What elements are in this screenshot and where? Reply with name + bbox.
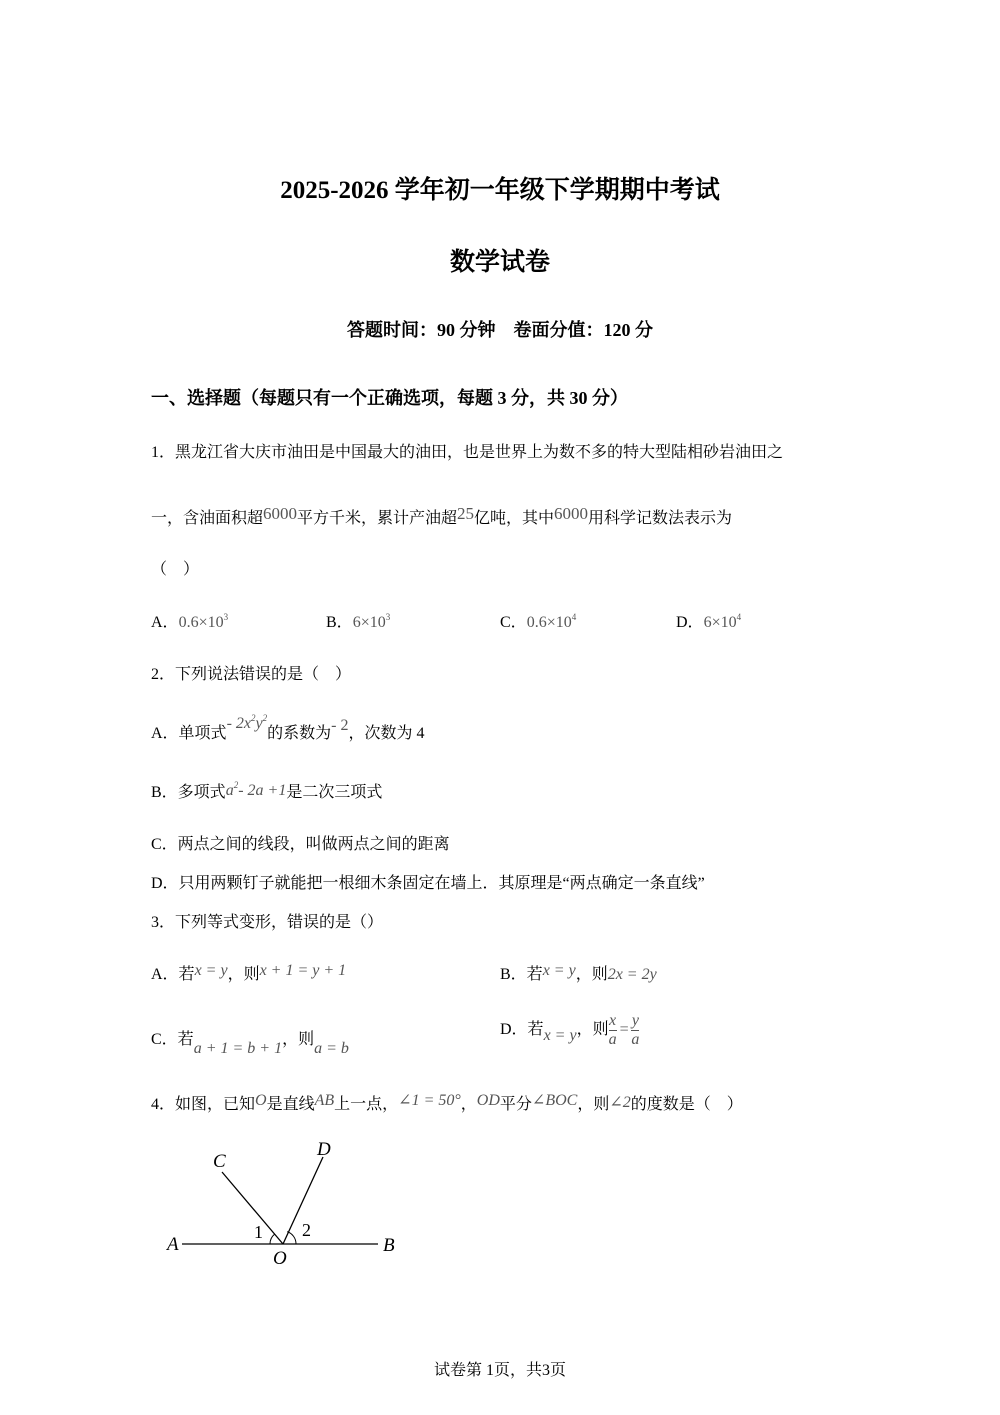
- q2-option-c: C．两点之间的线段，叫做两点之间的距离: [151, 836, 450, 853]
- q3-b-conclusion: 2x = 2y: [607, 966, 657, 983]
- q1-text-a: 一，含油面积超: [151, 510, 264, 527]
- q1-line1: 1．黑龙江省大庆市油田是中国最大的油田，也是世界上为数不多的特大型陆相砂岩油田之: [151, 444, 784, 461]
- q4-text-1: 4．如图，已知: [151, 1096, 256, 1113]
- fraction-y-over-a: [631, 1012, 639, 1049]
- q3-stem: 3．下列等式变形，错误的是（）: [151, 914, 384, 931]
- q3-a-conclusion: x + 1 = y + 1: [259, 962, 347, 979]
- q2-a-exp1: 2: [251, 713, 256, 723]
- q3-option-d: [500, 1012, 639, 1049]
- q2-a-monomial: - 2x: [226, 715, 251, 732]
- q4-text-6: ，则: [577, 1096, 610, 1113]
- q3-b-prefix: B．若: [500, 966, 543, 983]
- q2-a-monomial-y: y: [255, 715, 263, 732]
- q4-angle-1: ∠1 = 50°: [398, 1092, 461, 1109]
- q3-option-a: [151, 961, 346, 984]
- q3-d-prefix: D．若: [500, 1021, 544, 1039]
- option-base: 0.6×10: [526, 614, 572, 631]
- q1-option-d: [676, 609, 741, 632]
- option-label: A．: [151, 614, 179, 631]
- fraction-denominator: a: [631, 1031, 640, 1048]
- q2-a-coefficient: - 2: [331, 717, 349, 734]
- exam-title: 2025-2026 学年初一年级下学期期中考试: [280, 177, 720, 204]
- fraction-equals: =: [618, 1021, 630, 1039]
- label-angle-2: 2: [302, 1220, 311, 1240]
- option-label: B．: [326, 614, 353, 631]
- label-c: C: [213, 1151, 226, 1172]
- q4-angle-boc: ∠BOC: [531, 1092, 578, 1109]
- q3-c-middle: ，则: [282, 1031, 315, 1048]
- label-a: A: [167, 1234, 179, 1255]
- q4-point-o: O: [255, 1092, 267, 1109]
- option-label: C．: [500, 614, 527, 631]
- ray-oc: [222, 1172, 283, 1244]
- q2-b-poly-rest: - 2a +1: [238, 782, 287, 799]
- paper-subtitle: 数学试卷: [449, 249, 550, 276]
- fraction-x-over-a: [609, 1012, 617, 1049]
- fraction-numerator: y: [631, 1012, 639, 1029]
- q3-a-prefix: A．若: [151, 966, 195, 983]
- q2-b-prefix: B．多项式: [151, 784, 226, 801]
- q1-option-b: [326, 609, 390, 632]
- q2-a-prefix: A．单项式: [151, 725, 227, 742]
- option-exponent: 3: [385, 612, 391, 622]
- q4-stem: [151, 1090, 743, 1114]
- q1-num-area: 6000: [263, 504, 298, 523]
- fraction-numerator: x: [609, 1012, 617, 1029]
- q2-option-a: [151, 713, 424, 743]
- page-footer: 试卷第 1页，共3页: [433, 1362, 566, 1379]
- q2-b-suffix: 是二次三项式: [286, 784, 383, 801]
- option-base: 6×10: [352, 614, 386, 631]
- q1-text-b: 平方千米，累计产油超: [297, 510, 458, 527]
- q3-d-middle: ，则: [576, 1021, 609, 1039]
- option-label: D．: [676, 614, 704, 631]
- label-o: O: [273, 1248, 287, 1269]
- label-angle-1: 1: [254, 1222, 263, 1242]
- q1-answer-paren: （ ）: [151, 561, 200, 578]
- q2-a-suffix: ，次数为 4: [348, 725, 425, 742]
- q4-text-2: 是直线: [266, 1096, 315, 1113]
- option-exponent: 4: [571, 612, 577, 622]
- q3-c-premise: a + 1 = b + 1: [193, 1040, 283, 1057]
- q3-option-b: [500, 961, 657, 984]
- q1-num-target: 6000: [554, 504, 589, 523]
- q3-b-middle: ，则: [575, 966, 608, 983]
- q3-c-conclusion: a = b: [314, 1040, 349, 1057]
- angle-figure: [150, 1130, 420, 1275]
- q4-ray-od: OD: [476, 1092, 500, 1109]
- label-d: D: [317, 1139, 331, 1160]
- q1-text-d: 用科学记数法表示为: [588, 510, 733, 527]
- label-b: B: [383, 1235, 395, 1256]
- q2-b-poly-a: a: [225, 782, 234, 799]
- fraction-denominator: a: [608, 1031, 617, 1048]
- q3-a-premise: x = y: [194, 962, 228, 979]
- q4-line-ab: AB: [314, 1092, 335, 1109]
- q4-angle-2: ∠2: [609, 1094, 631, 1111]
- q1-text-c: 亿吨，其中: [474, 510, 555, 527]
- q3-option-c: [151, 1026, 349, 1058]
- exam-info: 答题时间：90 分钟 卷面分值：120 分: [347, 320, 653, 340]
- q2-option-d: D．只用两颗钉子就能把一根细木条固定在墙上．其原理是“两点确定一条直线”: [151, 875, 705, 892]
- q4-text-5: 平分: [499, 1096, 532, 1113]
- option-base: 6×10: [703, 614, 737, 631]
- q4-text-4: ，: [460, 1096, 477, 1113]
- q2-stem: 2．下列说法错误的是（ ）: [151, 666, 352, 683]
- q4-text-7: 的度数是（ ）: [630, 1096, 743, 1113]
- q4-text-3: 上一点，: [334, 1096, 399, 1113]
- option-exponent: 4: [736, 612, 742, 622]
- q3-d-premise: x = y: [543, 1027, 577, 1045]
- q2-a-middle: 的系数为: [267, 725, 332, 742]
- option-exponent: 3: [223, 612, 229, 622]
- q2-a-exp2: 2: [262, 713, 268, 723]
- q2-option-b: [151, 779, 382, 802]
- q3-c-prefix: C．若: [151, 1031, 194, 1048]
- q2-b-exp: 2: [233, 780, 239, 790]
- section-heading: 一、选择题（每题只有一个正确选项，每题 3 分，共 30 分）: [151, 388, 628, 408]
- option-base: 0.6×10: [178, 614, 224, 631]
- q3-b-premise: x = y: [542, 962, 576, 979]
- q1-line2: [151, 504, 732, 528]
- q1-option-c: [500, 609, 576, 632]
- angle-1-arc: [270, 1234, 275, 1244]
- q3-a-middle: ，则: [227, 966, 260, 983]
- q1-num-output: 25: [457, 504, 475, 523]
- q1-option-a: [151, 609, 228, 632]
